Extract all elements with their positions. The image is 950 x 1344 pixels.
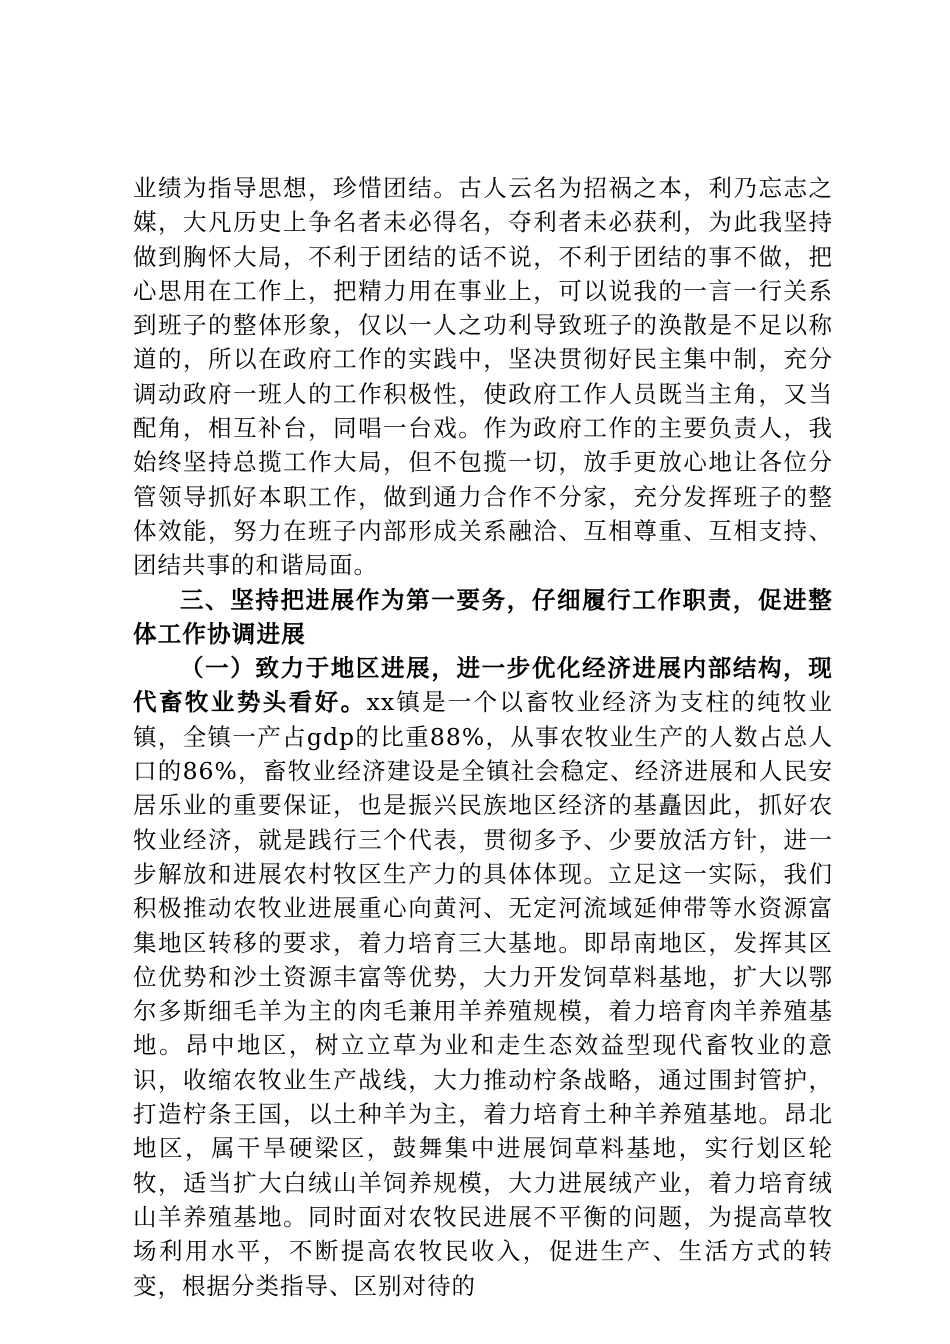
section-heading: 三、坚持把进展作为第一要务，仔细履行工作职责，促进整体工作协调进展: [133, 585, 833, 648]
document-page: [133, 171, 833, 1303]
body-paragraph-continuation: 业绩为指导思想，珍惜团结。古人云名为招祸之本，利乃忘志之媒，大凡历史上争名者未必得名，夺利者未必获利，为此我坚持做到胸怀大局，不利于团结的话不说，不利于团结的事不做，把心思用在工作上，把精力用在事业上，可以说我的一言一行关系到班子的整体形象，仅以一人之功利导致班子的涣散是不足以称道的，所以在政府工作的实践中，坚决贯彻好民主集中制，充分调动政府一班人的工作积极性，使政府工作人员既当主角，又当配角，相互补台，同唱一台戏。作为政府工作的主要负责人，我始终坚持总揽工作大局，但不包揽一切，放手更放心地让各位分管领导抓好本职工作，做到通力合作不分家，充分发挥班子的整体效能，努力在班子内部形成关系融洽、互相尊重、互相支持、团结共事的和谐局面。: [133, 174, 833, 580]
subsection-paragraph: [133, 651, 833, 1303]
subsection-lead: （一）致力于地区进展，进一步优化经济进展内部结构，现代畜牧业势头看好。: [133, 654, 833, 717]
subsection-body: xx镇是一个以畜牧业经济为支柱的纯牧业镇，全镇一产占gdp的比重88%，从事农牧业生产的人数占总人口的86%，畜牧业经济建设是全镇社会稳定、经济进展和人民安居乐业的重要保证，也是振兴民族地区经济的基矗因此，抓好农牧业经济，就是践行三个代表，贯彻多予、少要放活方针，进一步解放和进展农村牧区生产力的具体体现。立足这一实际，我们积极推动农牧业进展重心向黄河、无定河流域延伸带等水资源富集地区转移的要求，着力培育三大基地。即昂南地区，发挥其区位优势和沙土资源丰富等优势，大力开发饲草料基地，扩大以鄂尔多斯细毛羊为主的肉毛兼用羊养殖规模，着力培育肉羊养殖基地。昂中地区，树立立草为业和走生态效益型现代畜牧业的意识，收缩农牧业生产战线，大力推动柠条战略，通过围封管护，打造柠条王国，以土种羊为主，着力培育土种羊养殖基地。昂北地区，属干旱硬梁区，鼓舞集中进展饲草料基地，实行划区轮牧，适当扩大白绒山羊饲养规模，大力进展绒产业，着力培育绒山羊养殖基地。同时面对农牧民进展不平衡的问题，为提高草牧场利用水平，不断提高农牧民收入，促进生产、生活方式的转变，根据分类指导、区别对待的: [133, 688, 833, 1300]
